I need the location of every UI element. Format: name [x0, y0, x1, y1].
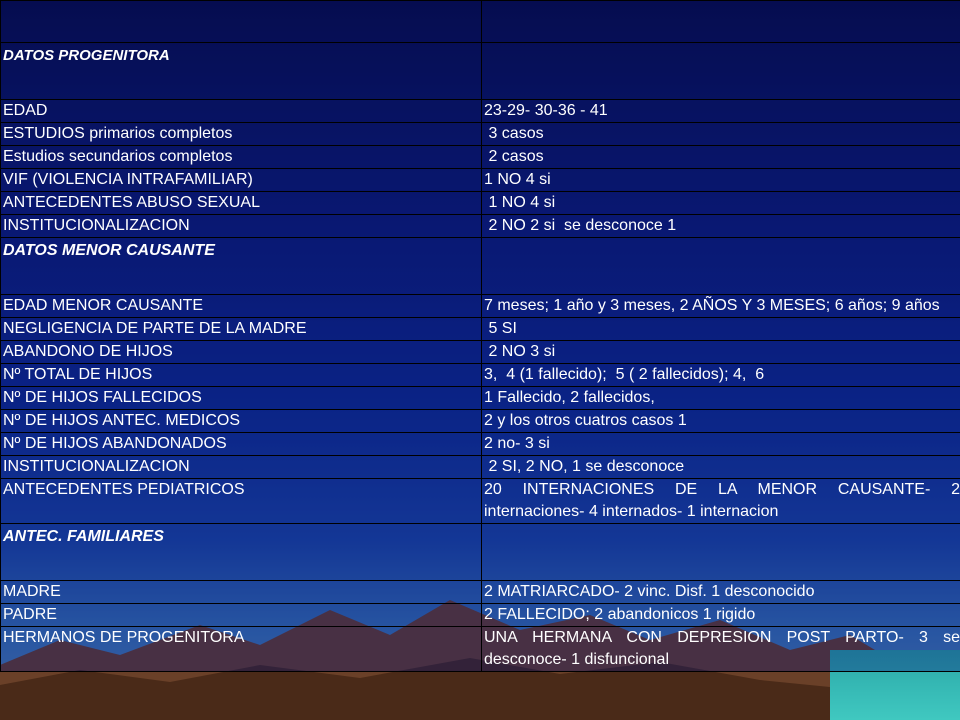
- table-row: [1, 604, 960, 627]
- table-row: [1, 1, 960, 43]
- cell-value: [482, 43, 960, 100]
- cell-value: 23-29- 30-36 - 41: [482, 100, 960, 123]
- table-row: [1, 410, 960, 433]
- cell-label: Nº DE HIJOS FALLECIDOS: [1, 387, 482, 410]
- table-row: [1, 123, 960, 146]
- section-header-row: [1, 43, 960, 100]
- cell-label: ANTECEDENTES PEDIATRICOS: [1, 479, 482, 524]
- table-row: [1, 581, 960, 604]
- cell-value: 3, 4 (1 fallecido); 5 ( 2 fallecidos); 4, 6: [482, 364, 960, 387]
- cell-value: 1 NO 4 si: [482, 169, 960, 192]
- cell-label: Nº DE HIJOS ANTEC. MEDICOS: [1, 410, 482, 433]
- section-header-row: [1, 238, 960, 295]
- cell-label: INSTITUCIONALIZACION: [1, 215, 482, 238]
- cell-label: Nº DE HIJOS ABANDONADOS: [1, 433, 482, 456]
- cell-label: NEGLIGENCIA DE PARTE DE LA MADRE: [1, 318, 482, 341]
- table-row: [1, 387, 960, 410]
- cell-value: 7 meses; 1 año y 3 meses, 2 AÑOS Y 3 MESES; 6 años; 9 años: [482, 295, 960, 318]
- section-title: DATOS MENOR CAUSANTE: [1, 238, 482, 295]
- cell-label: ESTUDIOS primarios completos: [1, 123, 482, 146]
- section-title: DATOS PROGENITORA: [1, 43, 482, 100]
- cell-label: EDAD: [1, 100, 482, 123]
- table-row: [1, 456, 960, 479]
- cell-value: 2 MATRIARCADO- 2 vinc. Disf. 1 desconocido: [482, 581, 960, 604]
- cell-value: 2 NO 2 si se desconoce 1: [482, 215, 960, 238]
- table-row: [1, 479, 960, 524]
- cell-label: ANTECEDENTES ABUSO SEXUAL: [1, 192, 482, 215]
- cell-label: ABANDONO DE HIJOS: [1, 341, 482, 364]
- cell-value: 3 casos: [482, 123, 960, 146]
- cell-label: INSTITUCIONALIZACION: [1, 456, 482, 479]
- cell-label: HERMANOS DE PROGENITORA: [1, 627, 482, 672]
- table-row: [1, 192, 960, 215]
- cell-value: 2 no- 3 si: [482, 433, 960, 456]
- table-row: [1, 215, 960, 238]
- cell-label: MADRE: [1, 581, 482, 604]
- cell-value: 2 FALLECIDO; 2 abandonicos 1 rigido: [482, 604, 960, 627]
- cell-label: VIF (VIOLENCIA INTRAFAMILIAR): [1, 169, 482, 192]
- cell-label: Nº TOTAL DE HIJOS: [1, 364, 482, 387]
- section-title: ANTEC. FAMILIARES: [1, 524, 482, 581]
- table-row: [1, 433, 960, 456]
- cell-value: UNA HERMANA CON DEPRESION POST PARTO- 3 se desconoce- 1 disfuncional: [482, 627, 960, 672]
- cell-value: 20 INTERNACIONES DE LA MENOR CAUSANTE- 2 internaciones- 4 internados- 1 internacion: [482, 479, 960, 524]
- cell-label: [1, 1, 482, 43]
- cell-value: 2 y los otros cuatros casos 1: [482, 410, 960, 433]
- cell-value: 2 SI, 2 NO, 1 se desconoce: [482, 456, 960, 479]
- table-row: [1, 318, 960, 341]
- table-row: [1, 364, 960, 387]
- table-row: [1, 100, 960, 123]
- cell-label: PADRE: [1, 604, 482, 627]
- cell-value: 2 casos: [482, 146, 960, 169]
- cell-value: 1 Fallecido, 2 fallecidos,: [482, 387, 960, 410]
- table-row: [1, 341, 960, 364]
- section-header-row: [1, 524, 960, 581]
- cell-value: [482, 238, 960, 295]
- cell-value: 2 NO 3 si: [482, 341, 960, 364]
- cell-value: 5 SI: [482, 318, 960, 341]
- table-row: [1, 295, 960, 318]
- cell-value: 1 NO 4 si: [482, 192, 960, 215]
- table-row: [1, 169, 960, 192]
- cell-value: [482, 524, 960, 581]
- cell-label: EDAD MENOR CAUSANTE: [1, 295, 482, 318]
- cell-value: [482, 1, 960, 43]
- table-row: [1, 146, 960, 169]
- table-row: [1, 627, 960, 672]
- cell-label: Estudios secundarios completos: [1, 146, 482, 169]
